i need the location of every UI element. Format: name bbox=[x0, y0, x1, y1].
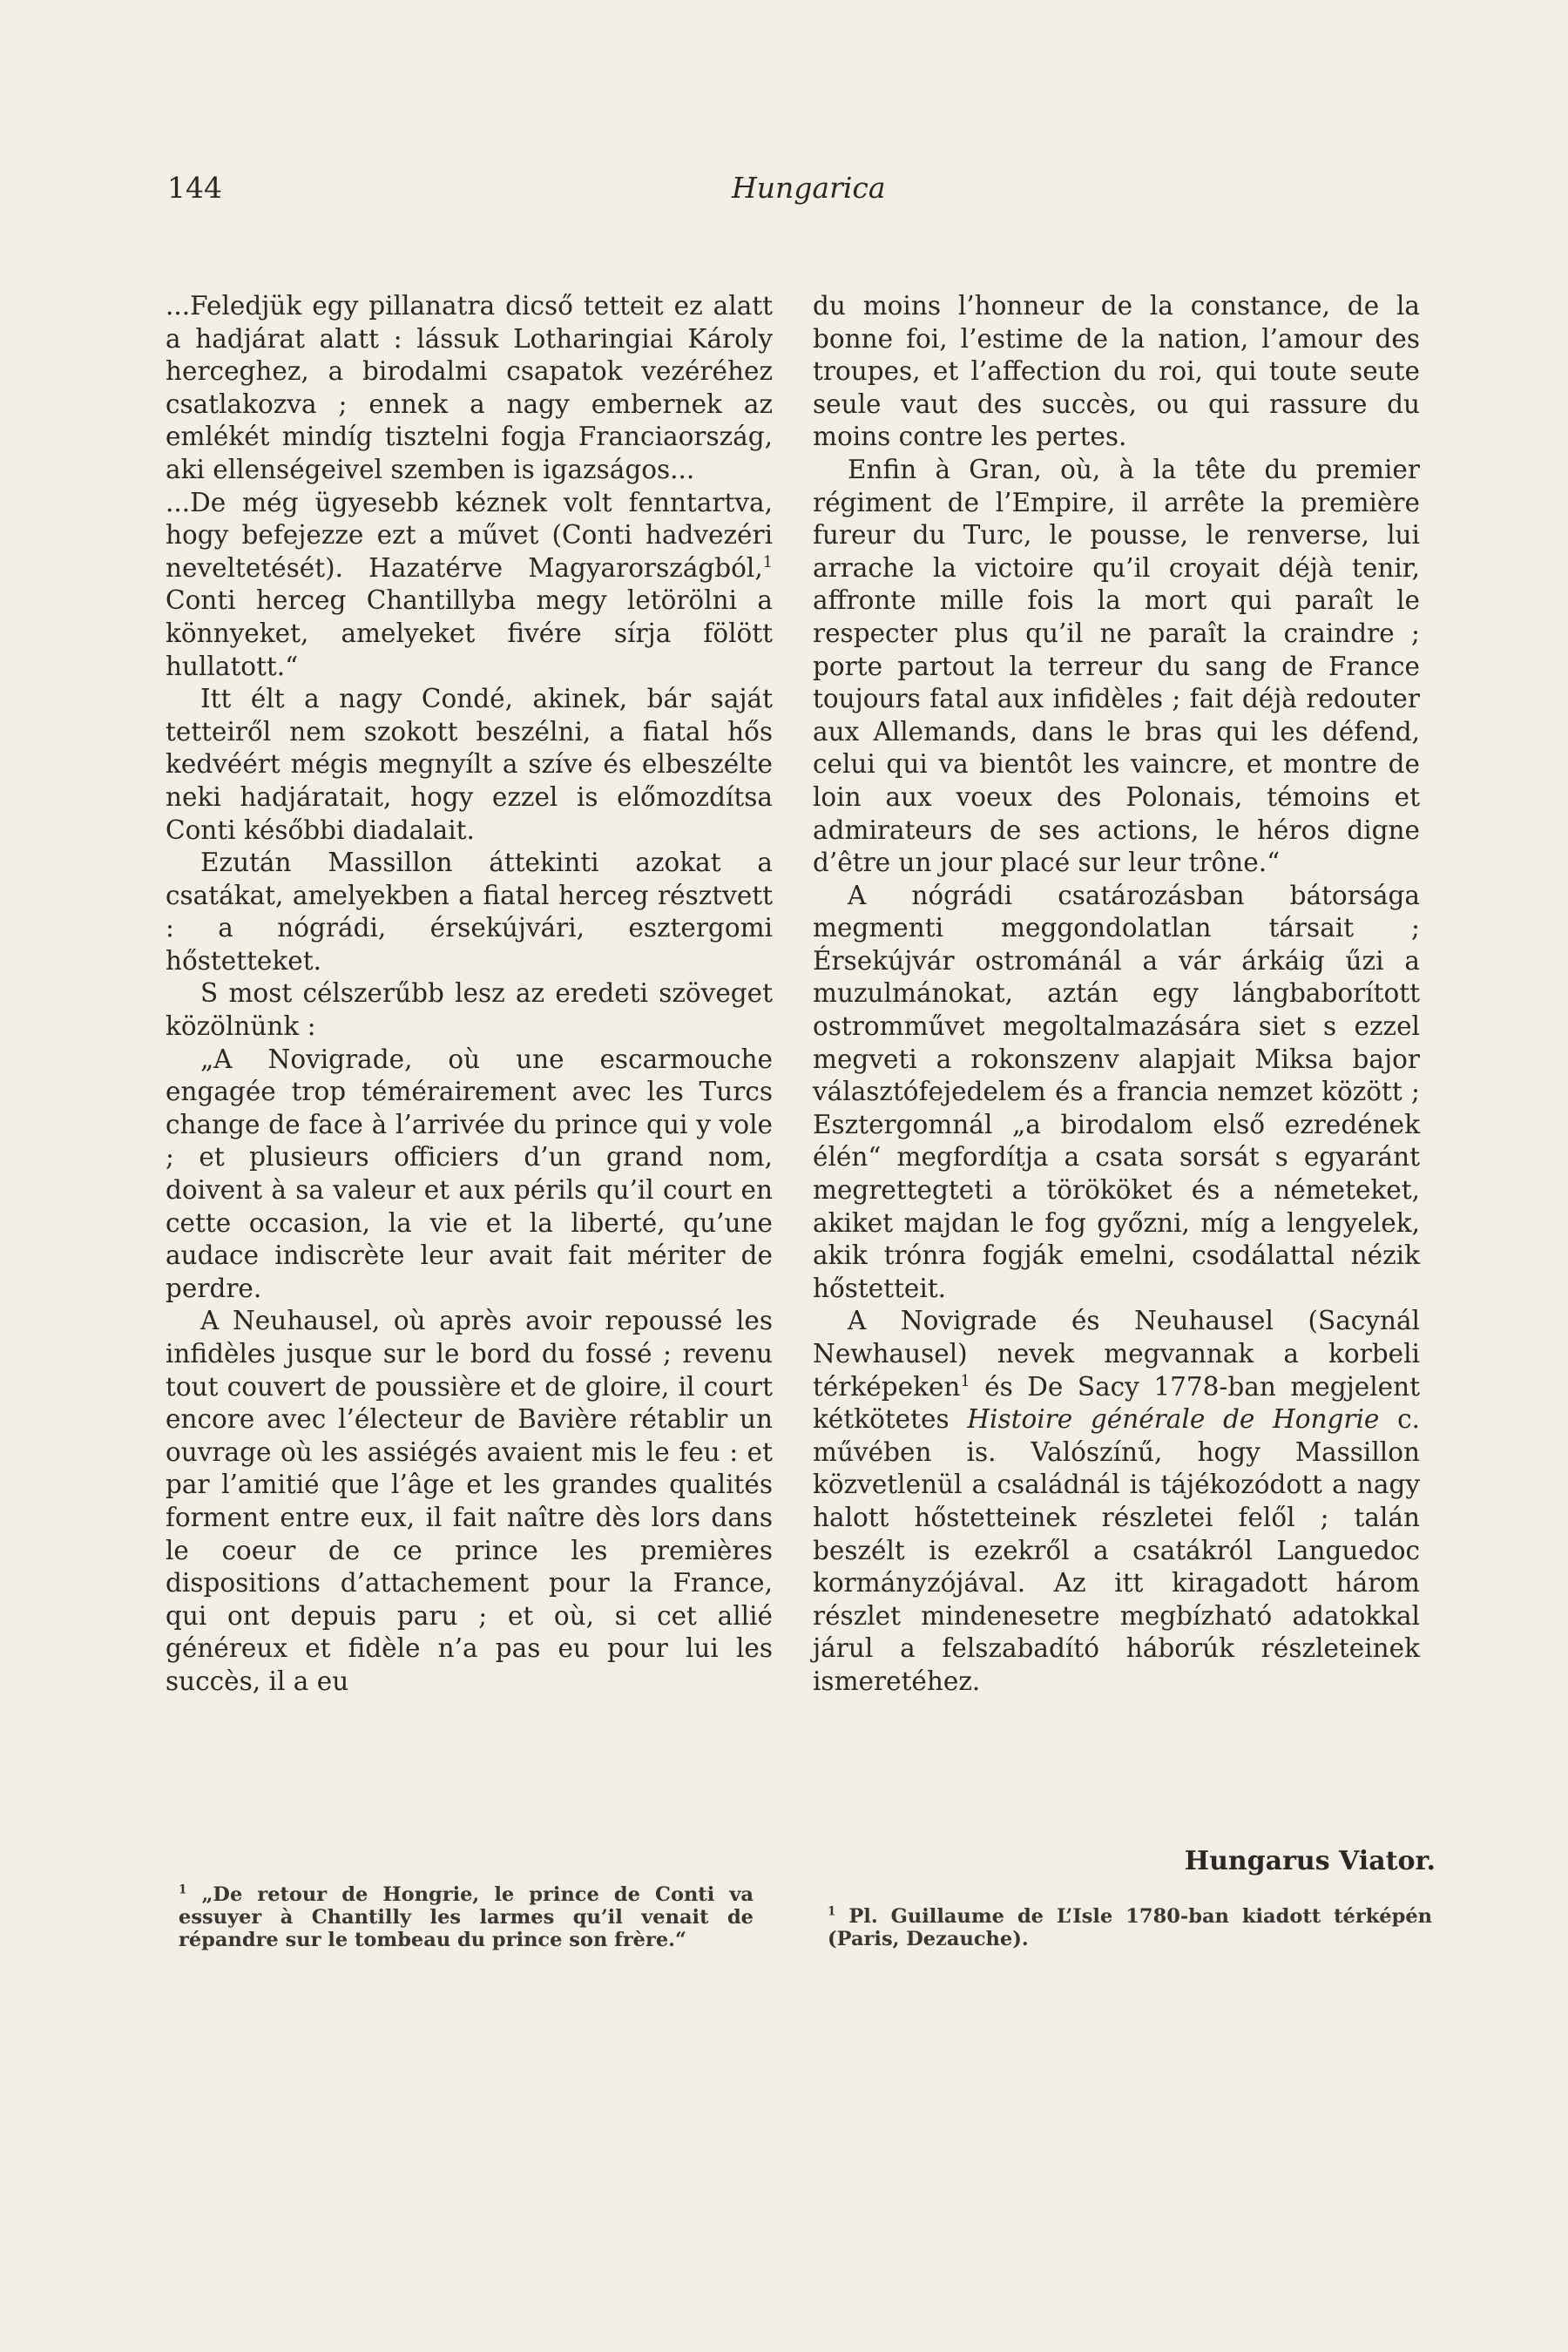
book-title: Histoire générale de Hongrie bbox=[967, 1404, 1380, 1435]
quote-paragraph: A Neuhausel, où après avoir repoussé les infidèles jusque sur le bord du fossé ; revenu tout couvert de poussière et de gloire, il court encore avec l’électeur de Bavière rétablir un ouvrage où les assiégés avaient mis le feu : et par l’amitié que l’âge et les grandes qualités forment entre eux, il fait naître dès lors dans le coeur de ce prince les premières dispositions d’attachement pour la France, qui ont depuis paru ; et où, si cet allié généreux et fidèle n’a pas eu pour lui les succès, il a eu bbox=[166, 1306, 773, 1696]
paragraph-text: ...De még ügyesebb kéznek volt fenntartva, hogy befejezze ezt a művet (Conti hadvezéri neveltetését). Hazatérve Magyarországból, bbox=[166, 487, 773, 583]
paragraph: ...Feledjük egy pillanatra dicső tetteit ez alatt a hadjárat alatt : lássuk Lotharingiai Károly herceghez, a birodalmi csapatok vezéréhez csatlakozva ; ennek a nagy embernek az emlékét mindíg tisztelni fogja Franciaország, aki ellenségeivel szemben is igazságos... bbox=[166, 291, 773, 484]
author-signature: Hungarus Viator. bbox=[1184, 1846, 1436, 1876]
footnote-marker: 1 bbox=[179, 1882, 187, 1897]
page-header bbox=[167, 171, 894, 213]
footnote-reference: 1 bbox=[762, 553, 773, 571]
running-title: Hungarica bbox=[732, 171, 886, 205]
paragraph bbox=[166, 487, 773, 684]
page-number: 144 bbox=[167, 171, 222, 205]
footnote-marker: 1 bbox=[828, 1904, 836, 1919]
footnote-text: Pl. Guillaume de L’Isle 1780-ban kiadott térképén (Paris, Dezauche). bbox=[828, 1905, 1432, 1950]
footnote-right bbox=[828, 1905, 1432, 1950]
paragraph: A nógrádi csatározásban bátorsága megmenti meggondolatlan társait ; Érsekújvár ostrománál a vár árkáig űzi a muzulmánokat, aztán egy lángbaborított ostromművet megoltalmazására siet s ezzel megveti a rokonszenv alapjait Miksa bajor választófejedelem és a francia nemzet között ; Esztergomnál „a birodalom első ezredének élén“ megfordítja a csata sorsát s egyaránt megrettegteti a törököket és a németeket, akiket majdan le fog győzni, míg a lengyelek, akik trónra fogják emelni, csodálattal nézik hőstetteit. bbox=[813, 880, 1420, 1303]
paragraph-text: c. művében is. Valószínű, hogy Massillon közvetlenül a családnál is tájékozódott a nagy halott hőstetteinek részletei felől ; talán beszélt is ezekről a csatákról Languedoc kormányzójával. Az itt kiragadott három részlet mindenesetre megbízható adatokkal járul a felszabadító háborúk részleteinek ismeretéhez. bbox=[813, 1404, 1421, 1696]
quote-paragraph: du moins l’honneur de la constance, de la bonne foi, l’estime de la nation, l’amour des troupes, et l’affection du roi, qui toute seute seule vaut des succès, ou qui rassure du moins contre les pertes. bbox=[813, 291, 1420, 452]
paragraph: Ezután Massillon áttekinti azokat a csatákat, amelyekben a fiatal herceg résztvett : a nógrádi, érsekújvári, esztergomi hőstetteket. bbox=[166, 848, 773, 976]
quote-paragraph: „A Novigrade, où une escarmouche engagée trop témérairement avec les Turcs change de face à l’arrivée du prince qui y vole ; et plusieurs officiers d’un grand nom, doivent à sa valeur et aux périls qu’il court en cette occasion, la vie et la liberté, qu’une audace indiscrète leur avait fait mériter de perdre. bbox=[166, 1044, 773, 1303]
paragraph-text: A Novigrade és Neuhausel (Sacynál Newhausel) nevek megvannak a korbeli térképeken bbox=[813, 1306, 1420, 1402]
paragraph-text: Conti herceg Chantillyba megy letörölni a könnyeket, amelyeket fivére sírja fölött hullatott.“ bbox=[166, 585, 773, 681]
footnote-left bbox=[179, 1883, 754, 1951]
footnote-text: „De retour de Hongrie, le prince de Conti va essuyer à Chantilly les larmes qu’il venait de répandre sur le tombeau du prince son frère.“ bbox=[179, 1883, 754, 1951]
paragraph: S most célszerűbb lesz az eredeti szöveget közölnünk : bbox=[166, 978, 773, 1042]
paragraph bbox=[813, 1305, 1420, 1698]
left-column bbox=[166, 290, 773, 1699]
right-column bbox=[813, 290, 1420, 1699]
paragraph: Itt élt a nagy Condé, akinek, bár saját tetteiről nem szokott beszélni, a fiatal hős kedvéért mégis megnyílt a szíve és elbeszélte neki hadjáratait, hogy ezzel is előmozdítsa Conti későbbi diadalait. bbox=[166, 684, 773, 845]
paragraph-text: és De Sacy 1778-ban megjelent kétkötetes bbox=[813, 1371, 1420, 1435]
quote-paragraph: Enfin à Gran, où, à la tête du premier régiment de l’Empire, il arrête la première fureur du Turc, le pousse, le renverse, lui arrache la victoire qu’il croyait déjà tenir, affronte mille fois la mort qui paraît le respecter plus qu’il ne paraît la craindre ; porte partout la terreur du sang de France toujours fatal aux infidèles ; fait déjà redouter aux Allemands, dans le bras qui les défend, celui qui va bientôt les vaincre, et montre de loin aux voeux des Polonais, témoins et admirateurs de ses actions, le héros digne d’être un jour placé sur leur trône.“ bbox=[813, 454, 1420, 878]
footnote-reference: 1 bbox=[960, 1372, 970, 1390]
